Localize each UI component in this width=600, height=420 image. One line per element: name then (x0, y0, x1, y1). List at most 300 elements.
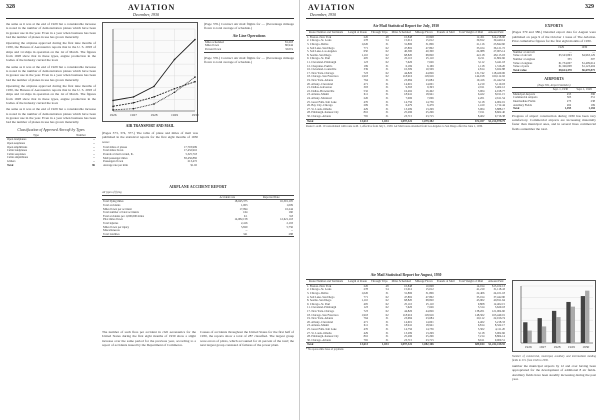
table-cell: 31,806 (404, 292, 413, 296)
table-cell: 1,026 (361, 43, 368, 47)
table-header: Miles Scheduled (390, 31, 414, 36)
table-cell: 163,440.01 (491, 313, 505, 317)
accident-text-col-1 (102, 330, 196, 349)
table-cell: 7,626 (405, 306, 413, 310)
table-cell: Total accidents (103, 203, 121, 207)
table-cell: 226 (363, 96, 368, 100)
table-cell: Value of engines (513, 61, 533, 65)
left-column-3 (204, 22, 294, 66)
table-cell: 23. Atlanta–Miami (307, 93, 329, 97)
table-total-row (306, 343, 506, 348)
table-cell: 62 (385, 299, 389, 303)
x-tick-label: 1929 (567, 345, 575, 349)
table-cell: Cabin amphibians (7, 156, 28, 160)
table2-note: * No space-mile base of payment. (306, 347, 345, 351)
table-cell: 1. Boston–New York (307, 284, 332, 288)
data-point (112, 106, 114, 108)
table-cell: 160,112.92 (492, 75, 505, 79)
table-cell: 3,902.66 (494, 331, 505, 335)
table-row (6, 164, 96, 168)
chart2-caption: Number of commercial, municipal, auxiliary and intermediate landing fields in U.S. from 1926 to 1930. (512, 355, 596, 362)
table-cell: 8,402 (477, 114, 485, 118)
table-cell: 2,611.54 (494, 96, 505, 100)
table-header: Mileage Flown (413, 31, 435, 36)
table-cell: 1,082,106 (422, 342, 434, 347)
table-cell: 3,922.88 (494, 68, 505, 72)
table-cell: 3,112 (478, 61, 485, 65)
table-cell: 3,314 (477, 306, 485, 310)
table-cell: 47,802 (425, 295, 434, 299)
table-header: Reported Date (248, 195, 294, 200)
table-cell: Fatal accidents per 1,000,000 miles (103, 214, 144, 218)
table-cell: 36,121.72 (493, 46, 505, 50)
data-point (153, 96, 155, 98)
table-cell: 31 (385, 292, 389, 296)
table-cell: 31,806 (425, 43, 434, 47)
table-cell: 14,756 (425, 328, 434, 332)
table-cell: 816 (363, 335, 368, 339)
table-cell: 17,703,999 (183, 145, 197, 149)
table-cell: Total (513, 107, 520, 111)
table-cell: 278 (363, 39, 368, 43)
table-cell: 43,902 (476, 299, 485, 303)
table-cell: 19. New York–Atlanta (307, 317, 334, 321)
page-date: December, 1930 (310, 12, 336, 17)
table-cell: 476 (363, 100, 368, 104)
table-cell: -- (93, 137, 95, 142)
side-title: Air Line Operations (232, 33, 266, 38)
table-header: Type (6, 134, 66, 138)
data-point (174, 91, 176, 93)
table-cell: Total fatalities (103, 232, 120, 236)
table-cell: 27. St. Louis–Omaha (307, 107, 332, 111)
table-cell: 505 (566, 96, 572, 100)
table-cell: 148,302 (475, 313, 485, 317)
table-cell: Open landplanes (7, 137, 27, 142)
table-cell: 54 (385, 39, 389, 43)
table-cell: 5,829 (240, 225, 248, 229)
table-cell: 164 (243, 211, 248, 215)
table-cell: Total flying miles (103, 199, 124, 204)
table-cell: 25. Great Falls–Salt Lake (307, 328, 337, 332)
table-cell: — (568, 50, 572, 54)
table-cell: 8,611 (478, 338, 485, 342)
table-cell: 18. Chicago–San Francisco (307, 75, 339, 79)
x-tick-label: 1927 (539, 345, 547, 349)
air-transport-text (102, 131, 198, 167)
bar-chart-svg (513, 281, 597, 353)
table-cell: Passengers flown (103, 160, 124, 164)
table-cell: 27. St. Louis–Omaha (307, 331, 332, 335)
table-cell: 15,012 (404, 288, 413, 292)
table-cell: 47,802 (404, 295, 413, 299)
table-cell: 339 (363, 68, 368, 72)
table-cell: Total injuries (103, 221, 119, 225)
table-cell: 31 (385, 331, 389, 335)
table-cell: 5,325,718 (185, 153, 197, 157)
table-cell: 4. Salt Lake–San Diego (307, 295, 335, 299)
intro-paragraph: the same as it was at the end of 1929 but a considerable increase is noted in the number of demonstration planes which have been in greater use in the year. Even in a year when business has been bad the number of planes in use has grown materially. (6, 22, 96, 39)
table-cell: 3,302 (477, 328, 485, 332)
table-cell: 765 (363, 114, 368, 118)
table-cell: 16,391,105 (279, 199, 293, 204)
header-rule (6, 18, 294, 19)
table-cell: 9,900.51 (494, 338, 505, 342)
table-cell: Total number of fatal accidents (103, 211, 139, 215)
table-cell: 4,219 (477, 82, 485, 86)
airports-title: AIRPORTS (544, 77, 564, 82)
table-cell: 341 (243, 232, 248, 236)
airmail-august-table (306, 279, 506, 348)
table-header: Amount Paid (485, 31, 506, 36)
table-cell: 31 (385, 89, 389, 93)
table-cell: 7,626 (427, 61, 434, 65)
table-cell: 25,296 (404, 111, 413, 115)
table-cell: 21. Dallas–Galveston (307, 86, 332, 90)
table-cell: 121,004.60 (491, 310, 505, 314)
table-cell: 2. Chicago–St. Louis (307, 39, 332, 43)
table-cell: 25,110 (404, 302, 413, 306)
table-cell: 62 (385, 313, 389, 317)
table-cell: 25,110 (425, 302, 434, 306)
airports-chart (512, 280, 596, 352)
table-cell: 15,012 (425, 288, 434, 292)
airmail-july (306, 21, 506, 129)
table-cell: 3,118 (478, 100, 485, 104)
table-cell: 7,626 (427, 306, 434, 310)
table-cell: 31 (385, 338, 389, 342)
table1-note: Route C.A.M. 10 consolidated with route A.M. 1, effective from July 1, 1930. Air Mail route extended from Los Angeles to San Diego effective June 1, 1930. (306, 125, 483, 129)
table-cell: 1,918 (361, 313, 368, 317)
table-cell: Value of parts (513, 65, 530, 69)
table-cell: Miles flown per injury (103, 225, 130, 229)
table-cell: Miles scheduled (205, 40, 224, 44)
table-header: Length of Route (346, 280, 369, 285)
table-cell: $6,670,875 (581, 68, 595, 72)
table-row (512, 69, 596, 73)
table-cell: 9.1 (243, 214, 248, 218)
table-cell: 11. Cleveland–Pittsburgh (307, 61, 337, 65)
airmail-july-table (306, 30, 506, 124)
table-cell: 25,110 (425, 57, 434, 61)
table-header: Pounds of Mail (435, 31, 457, 36)
table-cell: 1. Boston–New York (307, 35, 332, 39)
table-header: Pounds of Mail (435, 280, 457, 285)
table-cell: 1,110 (361, 53, 368, 57)
left-column-1 (6, 22, 96, 417)
table-cell: 5,110.03 (494, 82, 505, 86)
table-cell: 396 (590, 92, 595, 96)
table-cell: Percent flown (205, 48, 222, 52)
data-point (194, 39, 196, 41)
table-cell: 44,826 (404, 71, 413, 75)
x-tick-label: 1929 (171, 113, 178, 117)
table-cell: 44,826 (425, 71, 434, 75)
table-cell: 9,393 (405, 86, 413, 90)
table-cell: 31 (385, 320, 389, 324)
airports-chart-text (512, 355, 596, 383)
bar (527, 331, 531, 343)
table-header: Sept. 1, 1929 (572, 88, 596, 93)
side-paragraph-2: (Page 376.) Contract Air mail flights for — (Percentage mileage flown to total average of schedule.) (204, 55, 294, 64)
table-cell: 11. Cleveland–Pittsburgh (307, 306, 337, 310)
table-cell: 9.8 (289, 214, 293, 218)
table-cell: 31 (385, 79, 389, 83)
table-cell: 23,842.60 (493, 43, 505, 47)
table-cell: Total miles of planes (103, 145, 128, 149)
table-header: Route Number and Terminals (306, 31, 346, 36)
table-cell: 8. Seattle–San Diego (307, 299, 332, 303)
table-cell: 18,941 (425, 324, 434, 328)
table-cell: $1,346,008 (558, 65, 572, 69)
table-cell: 4,111.20 (495, 328, 505, 332)
table-cell: 31,118.43 (493, 288, 505, 292)
table-cell: 199 (363, 64, 368, 68)
table-cell: 1,712.44 (494, 104, 505, 108)
table-cell: 25,110 (404, 57, 413, 61)
table-cell: 3,004 (477, 107, 485, 111)
table-cell: $1,214,978.75 (488, 119, 505, 123)
table-cell: 81,218 (285, 40, 293, 44)
table-cell: 31 (385, 317, 389, 321)
table-header: Length of Route (346, 31, 369, 36)
table-cell: Mail passenger miles (103, 156, 128, 160)
table-cell: 13,299 (404, 331, 413, 335)
bar (538, 318, 542, 343)
table-cell: 672,457 (475, 119, 485, 123)
table-cell: 12,451 (476, 35, 485, 39)
table-cell: -- (93, 142, 95, 146)
table-cell: Commercial Airports (513, 96, 538, 100)
data-point (112, 109, 114, 111)
table-cell: Value of aircraft (513, 54, 532, 58)
table-cell: 31 (385, 82, 389, 86)
data-point (174, 88, 176, 90)
table-cell: 23,715 (425, 338, 434, 342)
table-cell: 44,826 (425, 310, 434, 314)
table-cell: 723 (363, 310, 368, 314)
table-cell: 17,432,916 (183, 149, 197, 153)
table-cell: 62 (385, 306, 389, 310)
table-cell: 28. Pittsburgh–Kansas City (307, 335, 339, 339)
table-cell: 4. Salt Lake–San Diego (307, 46, 335, 50)
table-cell: 471 (363, 320, 368, 324)
table-cell: $1,409,614 (581, 61, 595, 65)
table-cell: 30. Chicago–Atlanta (307, 338, 331, 342)
table-cell: $1,734,607 (558, 61, 572, 65)
table-cell: 262 (566, 103, 572, 107)
table-row (102, 164, 198, 168)
table-cell: 765 (363, 338, 368, 342)
table-cell: 18,941 (404, 93, 413, 97)
table-cell: Municipal Airports (513, 92, 536, 96)
table-cell: 1,495 (564, 107, 572, 111)
table-cell: 816 (363, 111, 368, 115)
table-cell: -- (291, 229, 293, 233)
table-cell: 7,214 (477, 335, 485, 339)
table-cell: 1,184 (588, 107, 595, 111)
table-cell: 20. Albany–Cleveland (307, 82, 333, 86)
table-cell: 68,820 (404, 299, 413, 303)
intro-paragraph-5: the same as it was at the end of 1929 but a considerable increase is noted in the number of demonstration planes which have been in greater use in the year. Even in a year when business has been bad the number of planes in use has grown materially. (6, 107, 96, 125)
table-cell: 40,300 (404, 50, 413, 54)
table-cell: 2,201 (477, 96, 485, 100)
table-header: Route Number and Terminals (306, 280, 346, 285)
accident-subtitle: All types of flying (102, 191, 122, 195)
table-cell: 25,296 (425, 111, 434, 115)
table-header: Total Weight of Mail (457, 280, 486, 285)
table2-title: Air Mail Statistical Report for August, 1930 (370, 273, 442, 277)
table-cell: Miscellaneous (103, 229, 120, 233)
table-cell: 6,814 (477, 324, 485, 328)
table-cell: 9,716.38 (494, 114, 505, 118)
table-cell: 18,941 (425, 93, 434, 97)
page-number: 329 (585, 4, 594, 10)
page-date: December, 1930 (133, 12, 159, 17)
table-cell: 22,016.74 (493, 317, 505, 321)
table-cell: 13,613 (360, 342, 368, 347)
table-cell: Open seaplanes (7, 142, 26, 146)
table-cell: 3,118 (478, 331, 485, 335)
table-cell: 118,916 (402, 75, 413, 79)
page-title: AVIATION (308, 3, 356, 12)
table-cell: 31 (385, 96, 389, 100)
table-cell: 23,715 (404, 114, 413, 118)
table-cell: 62 (385, 61, 389, 65)
table-cell: 2,416 (240, 221, 248, 225)
table-cell: 532 (363, 89, 368, 93)
table-cell: 23,684 (425, 317, 434, 321)
table-cell: 4,918.77 (494, 89, 505, 93)
table-cell: Total (307, 119, 314, 123)
data-point (112, 100, 114, 102)
table-cell: 31 (385, 93, 389, 97)
table-cell: 3,402.12 (494, 86, 505, 90)
table-cell: 1,097,322 (400, 342, 413, 347)
accident-paragraph-2: Causes of accidents throughout the United States for the first half of 1930, the reports show a total of 287 classified. The largest group were errors of pilots, which accounted for 41 percent of the total; the next largest group consisted of failures of the power plant. (200, 330, 294, 347)
table-cell: 31,806 (425, 292, 434, 296)
table-cell: 23,684 (425, 79, 434, 83)
table-cell: 48,115.03 (493, 53, 505, 57)
chart-caption: AIR TRANSPORT AND MAIL (125, 124, 175, 128)
table-cell: -- (93, 145, 95, 149)
table-cell: 10,848 (404, 284, 413, 288)
exports-table (512, 45, 596, 73)
table-cell: 3,888.17 (494, 107, 505, 111)
table-cell: 1,034 (382, 119, 389, 123)
table-cell: 18,941 (404, 324, 413, 328)
table-cell: 209 (363, 104, 368, 108)
table-cell: 118,916 (424, 313, 434, 317)
table-cell: 2,911 (478, 86, 485, 90)
bar (552, 311, 556, 343)
table-cell: 199 (590, 103, 595, 107)
table-cell: 31 (385, 86, 389, 90)
table-cell: 611 (363, 324, 368, 328)
table-cell: 23. Atlanta–Miami (307, 324, 329, 328)
table-cell: 31 (385, 104, 389, 108)
table-cell: 10,848 (404, 35, 413, 39)
table-cell: 25,296 (404, 335, 413, 339)
table-cell: Cabin landplanes (7, 149, 27, 153)
table-cell: 1,316.20 (494, 64, 505, 68)
table-cell: 14,601 (404, 320, 413, 324)
table-header: Mileage Flown (413, 280, 435, 285)
table-cell: 138,201 (475, 310, 485, 314)
table-cell: 453 (566, 92, 572, 96)
table-cell: 351 (590, 96, 595, 100)
airports-subtitle: (Page 382, Airport Statistics) (537, 83, 571, 87)
table-cell: Average rate per mile (103, 163, 128, 167)
table-cell: Total miles flown (103, 149, 124, 153)
accident-paragraph: The number of such fires per accident in civil aeronautics for the United States during the first eight months of 1930 show a slight increase over the same period for the previous year, according to a report of accidents issued by the Department of Commerce. (102, 330, 196, 347)
table-cell: 3. Chicago–Dallas (307, 43, 329, 47)
table-cell: 35,014 (476, 295, 485, 299)
table-cell: 19,416 (476, 79, 485, 83)
table-cell: -- (93, 152, 95, 156)
intro-paragraph-2: Operating the airplane approved during the first nine months of 1930, the Bureau of Aeronautics reports that in the U. S. 2093 of ships and 14 ships in operation on the 1st of March. The figures from 1928 show that in these types, engine production in the bodies of the industry carried the load. (6, 41, 96, 63)
table-cell: Total (307, 342, 314, 347)
table-cell: Miles flown (205, 44, 220, 48)
table-cell: 62 (385, 50, 389, 54)
table-cell: 14,756 (425, 100, 434, 104)
table-cell: 62 (385, 53, 389, 57)
data-point (153, 103, 155, 105)
table-cell: 2,193 (286, 221, 293, 225)
table-cell: 3. Chicago–Dallas (307, 292, 329, 296)
table-cell: 22,406 (476, 292, 485, 296)
table-cell: 23,684 (404, 317, 413, 321)
table-cell: 15,012 (404, 39, 413, 43)
classification-table (6, 134, 96, 167)
intro-paragraph-4: Operating the airplane approved during the first nine months of 1930, the Bureau of Aeronautics reports that in the U. S. 2093 of ships and 14 ships in operation on the 1st of March. The figures from 1928 show that in these types, engine production in the bodies of the industry carried the load. (6, 83, 96, 106)
table-cell: 14,756 (404, 100, 413, 104)
table-cell: 42,118 (476, 53, 485, 57)
data-point (133, 108, 135, 110)
table-cell: $5,543,863 (558, 54, 572, 58)
table-cell: $14,218.90 (491, 35, 505, 39)
table-cell: 6,479 (427, 104, 434, 108)
table-cell: 86 (92, 163, 95, 167)
table-cell: -- (245, 229, 248, 233)
table-cell: 21,116 (476, 43, 485, 47)
table-cell: 20,112 (476, 317, 485, 321)
table-header: Through Trips (370, 30, 388, 35)
table-cell: Pounds of mail carried, lb. (103, 153, 134, 157)
table-cell: 40,300 (425, 50, 434, 54)
table-cell: 23,684 (404, 79, 413, 83)
table-cell: 123 (363, 61, 368, 65)
table-cell: Open amphibians (7, 145, 28, 149)
data-point (153, 86, 155, 88)
table-cell: 49,811.64 (493, 299, 505, 303)
data-point (133, 102, 135, 104)
page-title: AVIATION (128, 3, 176, 12)
table-cell: 62 (385, 57, 389, 61)
table-cell: 13,299 (425, 107, 434, 111)
table-cell: 238 (590, 99, 595, 103)
table-cell: 15,012 (425, 39, 434, 43)
air-transport-chart (102, 22, 198, 122)
table-cell: 24. Albany–Montreal (307, 96, 332, 100)
table-cell: 18. Chicago–San Francisco (307, 313, 339, 317)
table-cell: 31 (385, 107, 389, 111)
table-cell: 25,296 (425, 335, 434, 339)
table-cell: Number of aircraft (513, 50, 535, 54)
table-cell: Intermediate Fields (513, 99, 536, 103)
table-cell: 7,006 (427, 96, 434, 100)
table-cell: 1,118 (478, 64, 485, 68)
